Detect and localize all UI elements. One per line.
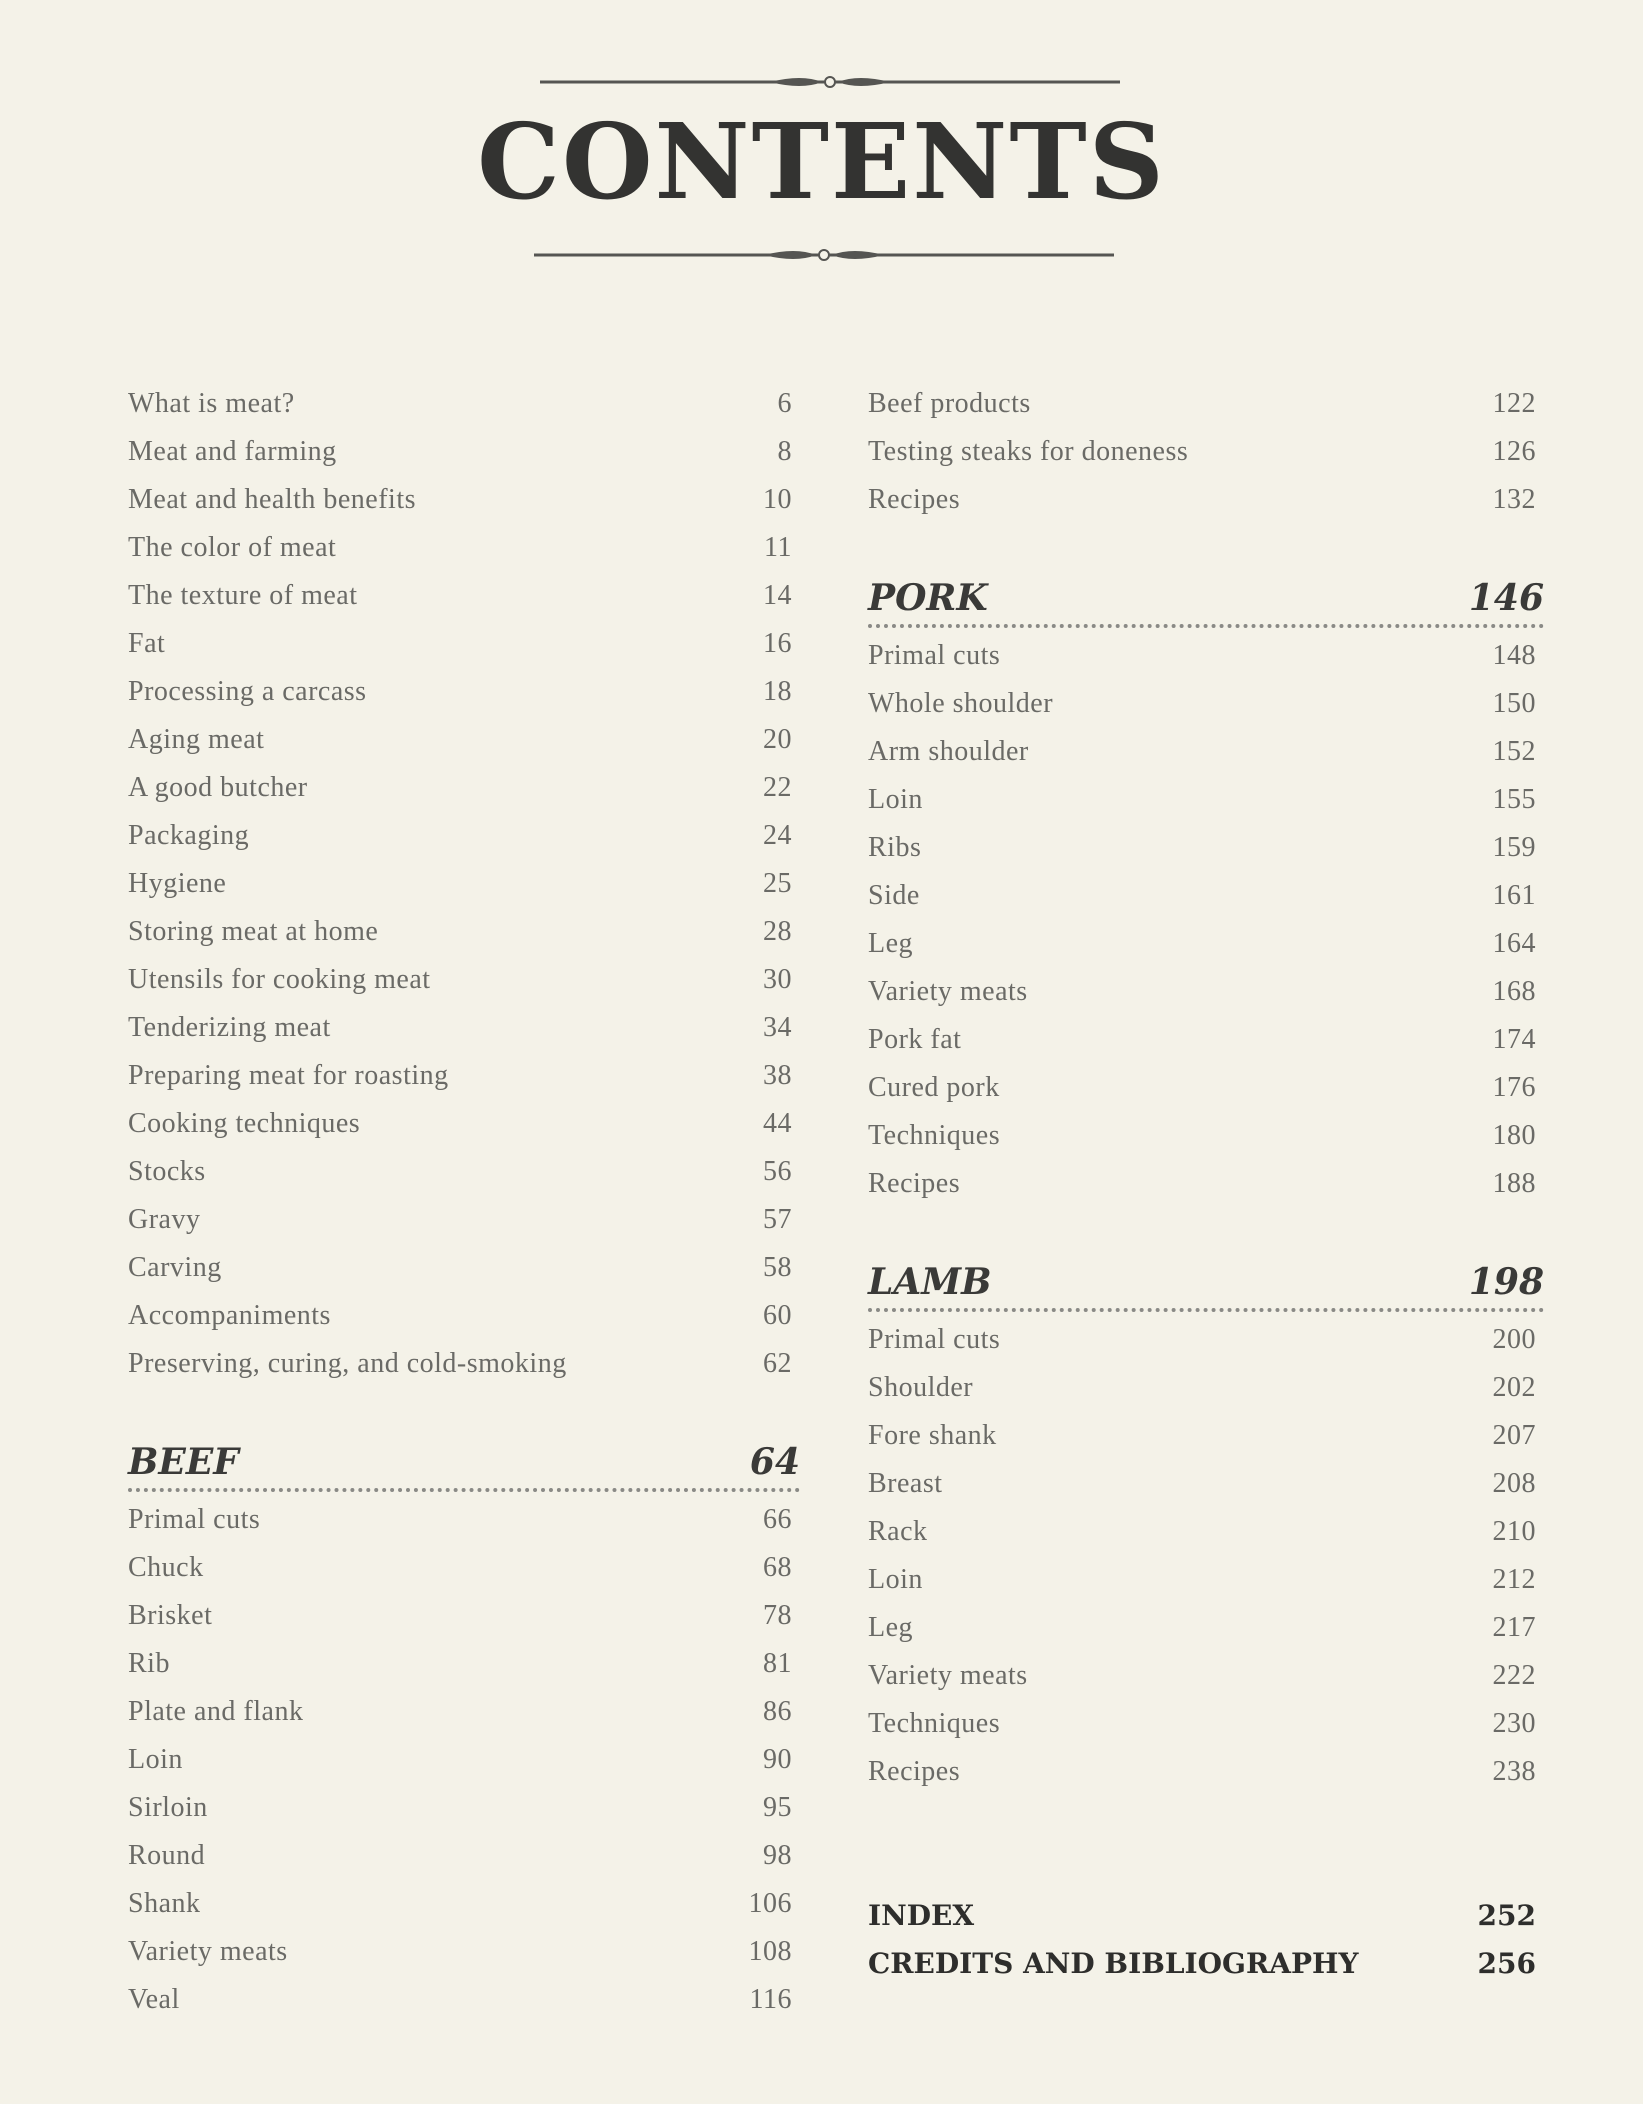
toc-entry-label: Leg	[868, 1612, 914, 1643]
lamb-chapter-list	[868, 1316, 1544, 1796]
toc-entry-page: 81	[763, 1648, 792, 1679]
toc-entry[interactable]	[868, 1460, 1544, 1508]
toc-entry-label: What is meat?	[128, 388, 295, 419]
toc-entry-page: 90	[763, 1744, 792, 1775]
toc-entry-label: Veal	[128, 1984, 180, 2015]
toc-entry[interactable]	[128, 1148, 800, 1196]
toc-entry-page: 30	[763, 964, 792, 995]
toc-entry-page: 126	[1492, 436, 1536, 467]
toc-entry-label: Hygiene	[128, 868, 227, 899]
toc-entry-label: Packaging	[128, 820, 250, 851]
toc-entry[interactable]	[868, 1316, 1544, 1364]
toc-entry-page: 217	[1492, 1612, 1536, 1643]
toc-entry[interactable]	[868, 968, 1544, 1016]
toc-entry[interactable]	[128, 1196, 800, 1244]
toc-entry[interactable]	[128, 1052, 800, 1100]
toc-entry[interactable]	[128, 572, 800, 620]
toc-entry-page: 14	[763, 580, 792, 611]
toc-entry[interactable]	[128, 1784, 800, 1832]
toc-entry[interactable]	[128, 476, 800, 524]
toc-entry-label: Techniques	[868, 1708, 1001, 1739]
toc-entry[interactable]	[868, 824, 1544, 872]
toc-entry-page: 22	[763, 772, 792, 803]
toc-entry-page: 44	[763, 1108, 792, 1139]
toc-entry-page: 24	[763, 820, 792, 851]
toc-entry[interactable]	[128, 812, 800, 860]
toc-entry[interactable]	[128, 1544, 800, 1592]
toc-entry-label: Cured pork	[868, 1072, 1000, 1103]
toc-entry-page: 18	[763, 676, 792, 707]
toc-entry-label: Primal cuts	[868, 1324, 1001, 1355]
toc-entry-label: Chuck	[128, 1552, 204, 1583]
toc-entry-page: 122	[1492, 388, 1536, 419]
toc-entry-page: 62	[763, 1348, 792, 1379]
toc-entry-page: 256	[1477, 1947, 1536, 1980]
toc-entry-page: 57	[763, 1204, 792, 1235]
toc-entry-label: Meat and farming	[128, 436, 337, 467]
bottom-ornament-rule	[534, 243, 1114, 267]
pork-chapter-list	[868, 632, 1544, 1208]
left-column	[128, 380, 800, 2024]
toc-entry-label: Ribs	[868, 832, 922, 863]
toc-entry-label: Loin	[868, 1564, 923, 1595]
toc-entry-page: 152	[1492, 736, 1536, 767]
toc-entry[interactable]	[868, 1112, 1544, 1160]
toc-entry-label: Storing meat at home	[128, 916, 379, 947]
toc-entry[interactable]	[128, 620, 800, 668]
toc-entry[interactable]	[128, 1688, 800, 1736]
toc-entry-page: 25	[763, 868, 792, 899]
toc-entry-page: 86	[763, 1696, 792, 1727]
toc-entry-page: 212	[1492, 1564, 1536, 1595]
toc-entry-page: 68	[763, 1552, 792, 1583]
toc-entry-label: Variety meats	[868, 1660, 1028, 1691]
toc-entry[interactable]	[868, 1556, 1544, 1604]
toc-entry-page: 174	[1492, 1024, 1536, 1055]
toc-entry[interactable]	[128, 1292, 800, 1340]
beef-heading-label: BEEF	[128, 1441, 239, 1483]
toc-entry[interactable]	[128, 668, 800, 716]
toc-entry-page: 180	[1492, 1120, 1536, 1151]
toc-entry-label: Variety meats	[868, 976, 1028, 1007]
toc-entry-label: Meat and health benefits	[128, 484, 417, 515]
toc-entry[interactable]	[868, 1064, 1544, 1112]
toc-entry[interactable]	[868, 1892, 1544, 1940]
toc-entry-label: Processing a carcass	[128, 676, 367, 707]
toc-entry[interactable]	[868, 428, 1544, 476]
general-chapter-list	[128, 380, 800, 1388]
toc-entry[interactable]	[868, 920, 1544, 968]
pork-heading-label: PORK	[868, 577, 988, 619]
toc-entry-page: 148	[1492, 640, 1536, 671]
toc-entry[interactable]	[128, 860, 800, 908]
top-ornament-rule	[540, 70, 1120, 94]
toc-entry-page: 78	[763, 1600, 792, 1631]
toc-entry[interactable]	[128, 716, 800, 764]
toc-entry-page: 200	[1492, 1324, 1536, 1355]
toc-entry-page: 155	[1492, 784, 1536, 815]
toc-entry-label: Variety meats	[128, 1936, 288, 1967]
toc-entry-label: Aging meat	[128, 724, 265, 755]
toc-entry-label: Stocks	[128, 1156, 206, 1187]
pork-heading-page: 146	[1468, 577, 1544, 619]
toc-entry[interactable]	[128, 1496, 800, 1544]
toc-entry[interactable]	[128, 1880, 800, 1928]
pork-section-heading[interactable]	[868, 572, 1544, 628]
toc-entry-label: Loin	[868, 784, 923, 815]
toc-entry-label: Pork fat	[868, 1024, 962, 1055]
toc-entry-label: Plate and flank	[128, 1696, 304, 1727]
toc-entry-page: 207	[1492, 1420, 1536, 1451]
toc-entry[interactable]	[128, 956, 800, 1004]
toc-entry[interactable]	[128, 1340, 800, 1388]
toc-entry-label: Primal cuts	[868, 640, 1001, 671]
toc-entry-label: Preserving, curing, and cold-smoking	[128, 1348, 567, 1379]
toc-entry[interactable]	[868, 380, 1544, 428]
toc-entry-label: Tenderizing meat	[128, 1012, 331, 1043]
toc-entry[interactable]	[128, 1832, 800, 1880]
toc-entry[interactable]	[128, 764, 800, 812]
toc-entry[interactable]	[868, 1412, 1544, 1460]
toc-entry-label: Brisket	[128, 1600, 213, 1631]
toc-entry[interactable]	[868, 632, 1544, 680]
toc-entry-label: Recipes	[868, 1168, 961, 1199]
toc-entry-label: Sirloin	[128, 1792, 208, 1823]
toc-entry-page: 238	[1492, 1756, 1536, 1787]
toc-entry[interactable]	[868, 1748, 1544, 1796]
toc-entry[interactable]	[128, 428, 800, 476]
toc-entry-page: 95	[763, 1792, 792, 1823]
toc-entry[interactable]	[128, 1976, 800, 2024]
toc-entry-label: Whole shoulder	[868, 688, 1054, 719]
toc-entry-label: Rack	[868, 1516, 928, 1547]
lamb-heading-page: 198	[1468, 1261, 1544, 1303]
toc-entry-label: Recipes	[868, 484, 961, 515]
toc-entry[interactable]	[128, 1640, 800, 1688]
toc-entry-label: Gravy	[128, 1204, 201, 1235]
toc-entry[interactable]	[128, 1004, 800, 1052]
toc-entry[interactable]	[868, 1508, 1544, 1556]
toc-entry-page: 38	[763, 1060, 792, 1091]
toc-entry-page: 222	[1492, 1660, 1536, 1691]
toc-entry[interactable]	[868, 1364, 1544, 1412]
toc-entry-page: 28	[763, 916, 792, 947]
toc-entry-page: 20	[763, 724, 792, 755]
toc-entry-label: Beef products	[868, 388, 1031, 419]
toc-entry-label: Preparing meat for roasting	[128, 1060, 449, 1091]
toc-entry-page: 150	[1492, 688, 1536, 719]
beef-chapter-list	[128, 1496, 800, 2024]
toc-entry-page: 210	[1492, 1516, 1536, 1547]
toc-entry-page: 106	[748, 1888, 792, 1919]
toc-entry-label: Accompaniments	[128, 1300, 331, 1331]
toc-entry[interactable]	[128, 524, 800, 572]
toc-entry-page: 164	[1492, 928, 1536, 959]
toc-entry[interactable]	[868, 1016, 1544, 1064]
lamb-heading-label: LAMB	[868, 1261, 992, 1303]
toc-entry-label: Primal cuts	[128, 1504, 261, 1535]
toc-entry-label: INDEX	[868, 1899, 975, 1932]
toc-entry-label: Fore shank	[868, 1420, 997, 1451]
toc-entry-label: Breast	[868, 1468, 943, 1499]
toc-entry-label: The texture of meat	[128, 580, 358, 611]
page-title: CONTENTS	[477, 100, 1166, 223]
toc-entry-page: 188	[1492, 1168, 1536, 1199]
toc-entry-page: 58	[763, 1252, 792, 1283]
lamb-section-heading[interactable]	[868, 1256, 1544, 1312]
toc-entry[interactable]	[868, 728, 1544, 776]
toc-entry-page: 202	[1492, 1372, 1536, 1403]
toc-entry[interactable]	[128, 1100, 800, 1148]
toc-entry-page: 159	[1492, 832, 1536, 863]
toc-entry-label: Rib	[128, 1648, 170, 1679]
toc-entry[interactable]	[868, 1940, 1544, 1988]
toc-entry-page: 98	[763, 1840, 792, 1871]
toc-entry-page: 116	[749, 1984, 792, 2015]
toc-entry-label: Fat	[128, 628, 166, 659]
back-matter-list	[868, 1892, 1544, 1988]
beef-continued-list	[868, 380, 1544, 524]
toc-entry[interactable]	[128, 380, 800, 428]
toc-entry-label: Round	[128, 1840, 206, 1871]
toc-entry[interactable]	[868, 680, 1544, 728]
toc-entry-label: Testing steaks for doneness	[868, 436, 1189, 467]
toc-entry[interactable]	[128, 1736, 800, 1784]
toc-entry-page: 108	[748, 1936, 792, 1967]
toc-entry-label: Cooking techniques	[128, 1108, 361, 1139]
toc-entry-page: 6	[777, 388, 792, 419]
toc-entry-page: 230	[1492, 1708, 1536, 1739]
toc-entry-label: CREDITS AND BIBLIOGRAPHY	[868, 1947, 1359, 1980]
toc-entry-label: A good butcher	[128, 772, 308, 803]
toc-entry-page: 60	[763, 1300, 792, 1331]
toc-entry-label: Arm shoulder	[868, 736, 1029, 767]
toc-entry-label: Utensils for cooking meat	[128, 964, 431, 995]
toc-entry[interactable]	[128, 1244, 800, 1292]
toc-entry[interactable]	[868, 776, 1544, 824]
beef-heading-page: 64	[749, 1441, 800, 1483]
right-column	[868, 380, 1544, 1988]
toc-entry-label: Recipes	[868, 1756, 961, 1787]
toc-entry[interactable]	[128, 908, 800, 956]
toc-entry[interactable]	[128, 1592, 800, 1640]
toc-entry-page: 56	[763, 1156, 792, 1187]
toc-entry[interactable]	[868, 872, 1544, 920]
toc-entry-page: 176	[1492, 1072, 1536, 1103]
toc-entry[interactable]	[868, 476, 1544, 524]
toc-entry-page: 34	[763, 1012, 792, 1043]
toc-entry[interactable]	[128, 1928, 800, 1976]
toc-entry[interactable]	[868, 1652, 1544, 1700]
toc-entry[interactable]	[868, 1160, 1544, 1208]
toc-entry-label: The color of meat	[128, 532, 337, 563]
toc-entry-label: Shoulder	[868, 1372, 974, 1403]
toc-entry[interactable]	[868, 1700, 1544, 1748]
toc-entry-page: 132	[1492, 484, 1536, 515]
toc-entry-label: Shank	[128, 1888, 201, 1919]
toc-entry-label: Techniques	[868, 1120, 1001, 1151]
toc-entry-page: 168	[1492, 976, 1536, 1007]
toc-entry[interactable]	[868, 1604, 1544, 1652]
toc-entry-page: 161	[1492, 880, 1536, 911]
beef-section-heading[interactable]	[128, 1436, 800, 1492]
toc-entry-page: 66	[763, 1504, 792, 1535]
toc-entry-page: 8	[777, 436, 792, 467]
toc-entry-label: Loin	[128, 1744, 183, 1775]
toc-entry-page: 16	[763, 628, 792, 659]
toc-entry-page: 11	[764, 532, 792, 563]
toc-entry-page: 252	[1477, 1899, 1536, 1932]
toc-entry-label: Leg	[868, 928, 914, 959]
toc-entry-label: Carving	[128, 1252, 222, 1283]
toc-entry-label: Side	[868, 880, 920, 911]
toc-entry-page: 208	[1492, 1468, 1536, 1499]
toc-entry-page: 10	[763, 484, 792, 515]
